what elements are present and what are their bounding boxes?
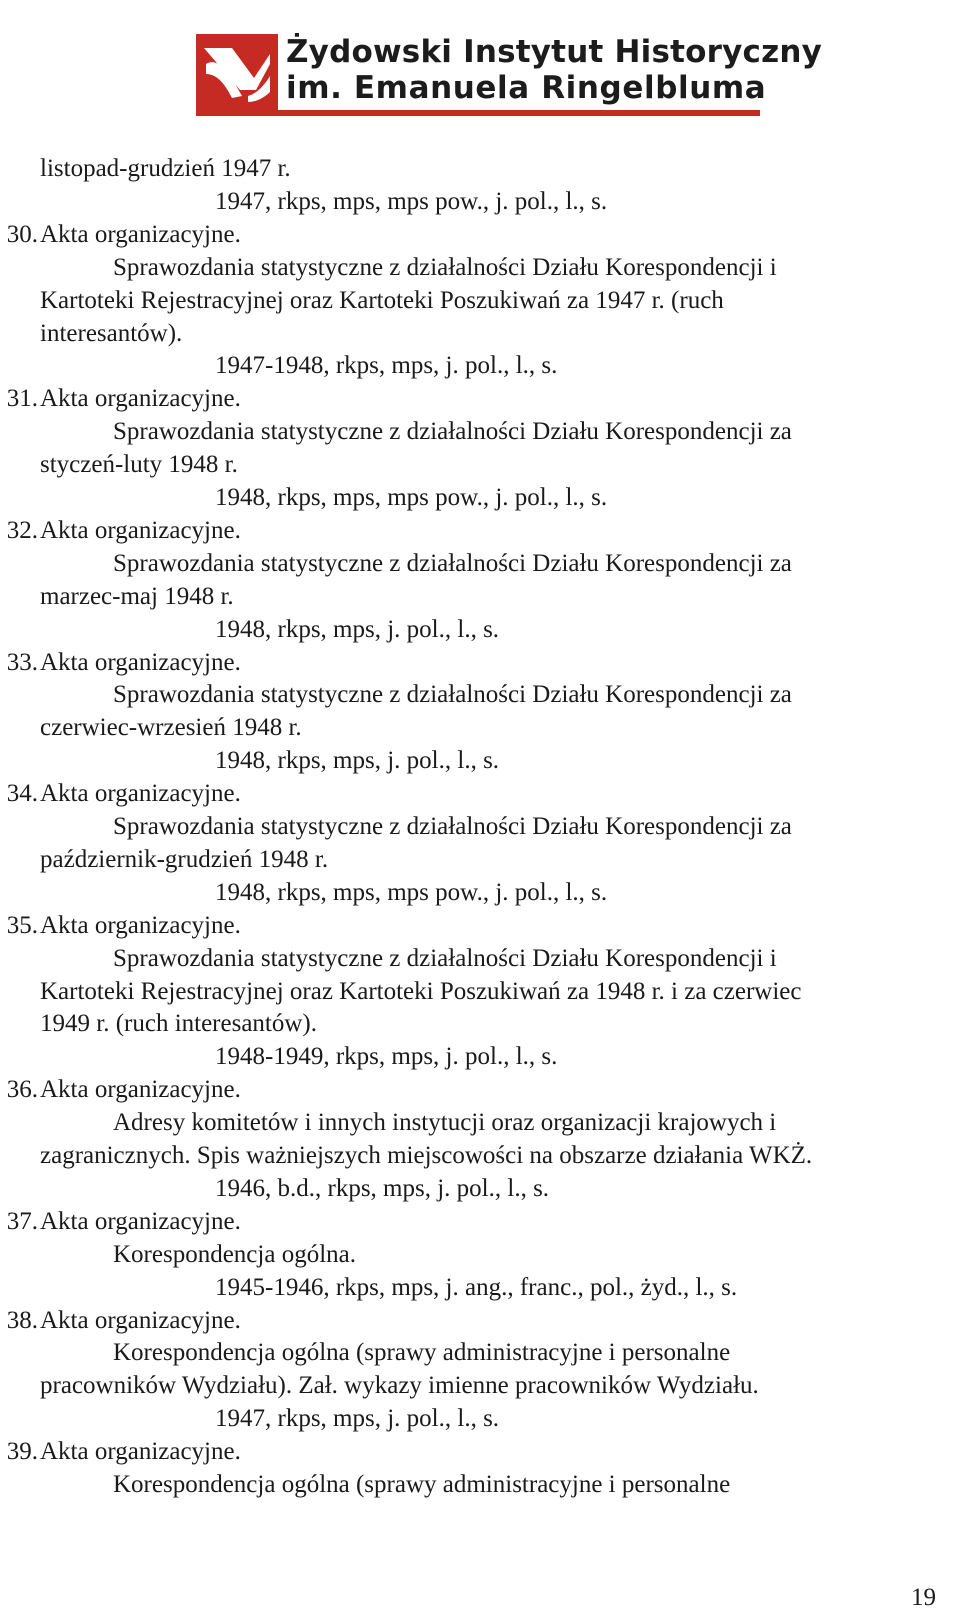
entry-description-line: Sprawozdania statystyczne z działalności Działu Korespondencji i — [113, 253, 777, 281]
zih-logo-icon — [196, 34, 278, 114]
entry-description-line: pracowników Wydziału). Zał. wykazy imienne pracowników Wydziału. — [40, 1372, 759, 1400]
logo-subtitle: im. Emanuela Ringelbluma — [286, 70, 767, 106]
entry-number: 39. — [6, 1438, 38, 1466]
entry-number: 38. — [6, 1306, 38, 1334]
entry-physical-description: 1948, rkps, mps, j. pol., l., s. — [215, 747, 500, 775]
logo-title: Żydowski Instytut Historyczny — [286, 34, 823, 70]
entry-description-line: listopad-grudzień 1947 r. — [40, 155, 291, 182]
entry-description-line: Adresy komitetów i innych instytucji oraz organizacji krajowych i — [113, 1109, 777, 1137]
entry-description-line: Korespondencja ogólna. — [113, 1240, 356, 1268]
entry-description-line: Kartoteki Rejestracyjnej oraz Kartoteki Poszukiwań za 1948 r. i za czerwiec — [40, 977, 802, 1005]
entry-description-line: Sprawozdania statystyczne z działalności Działu Korespondencji za — [113, 813, 792, 840]
entry-physical-description: 1948, rkps, mps, mps pow., j. pol., l., s. — [215, 484, 608, 511]
entry-title: Akta organizacyjne. — [40, 1306, 241, 1334]
entry-number: 37. — [6, 1207, 38, 1235]
logo-underline-bar — [196, 110, 760, 116]
entry-number: 32. — [6, 516, 38, 544]
entry-title: Akta organizacyjne. — [40, 516, 241, 544]
entry-description-line: styczeń-luty 1948 r. — [40, 451, 238, 479]
entry-title: Akta organizacyjne. — [40, 1076, 241, 1104]
entry-physical-description: 1946, b.d., rkps, mps, j. pol., l., s. — [215, 1174, 550, 1202]
entry-description-line: zagranicznych. Spis ważniejszych miejscowości na obszarze działania WKŻ. — [40, 1142, 813, 1169]
entry-title: Akta organizacyjne. — [40, 1438, 241, 1466]
entry-description-line: Korespondencja ogólna (sprawy administracyjne i personalne — [113, 1471, 731, 1498]
entry-description-line: Korespondencja ogólna (sprawy administracyjne i personalne — [113, 1339, 731, 1367]
entry-title: Akta organizacyjne. — [40, 220, 241, 248]
entry-title: Akta organizacyjne. — [40, 648, 241, 676]
entry-physical-description: 1948-1949, rkps, mps, j. pol., l., s. — [215, 1043, 558, 1071]
entry-description-line: Kartoteki Rejestracyjnej oraz Kartoteki Poszukiwań za 1947 r. (ruch — [40, 286, 724, 314]
entry-title: Akta organizacyjne. — [40, 1207, 241, 1235]
entry-title: Akta organizacyjne. — [40, 911, 241, 939]
entry-physical-description: 1947-1948, rkps, mps, j. pol., l., s. — [215, 352, 558, 380]
entry-description-line: 1949 r. (ruch interesantów). — [40, 1010, 318, 1038]
entry-description-line: październik-grudzień 1948 r. — [40, 845, 329, 873]
entry-number: 33. — [6, 648, 38, 676]
entry-physical-description: 1945-1946, rkps, mps, j. ang., franc., pol., żyd., l., s. — [215, 1273, 738, 1301]
entry-physical-description: 1948, rkps, mps, j. pol., l., s. — [215, 615, 500, 643]
institute-logo — [196, 34, 823, 114]
page-number: 19 — [911, 1584, 936, 1611]
entry-physical-description: 1948, rkps, mps, mps pow., j. pol., l., s. — [215, 878, 608, 906]
entry-physical-description: 1947, rkps, mps, j. pol., l., s. — [215, 1405, 500, 1433]
entry-number: 36. — [6, 1076, 38, 1104]
entry-number: 30. — [6, 220, 38, 248]
entry-number: 31. — [6, 385, 38, 413]
entry-title: Akta organizacyjne. — [40, 780, 241, 808]
entry-description-line: czerwiec-wrzesień 1948 r. — [40, 714, 302, 742]
entry-physical-description: 1947, rkps, mps, mps pow., j. pol., l., s. — [215, 187, 608, 215]
entry-number: 35. — [6, 911, 38, 939]
entry-description-line: Sprawozdania statystyczne z działalności Działu Korespondencji za — [113, 418, 792, 446]
entry-description-line: Sprawozdania statystyczne z działalności Działu Korespondencji za — [113, 681, 792, 709]
entry-description-line: Sprawozdania statystyczne z działalności Działu Korespondencji za — [113, 549, 792, 577]
entry-description-line: marzec-maj 1948 r. — [40, 582, 234, 610]
entry-number: 34. — [6, 780, 38, 808]
entry-description-line: interesantów). — [40, 319, 183, 347]
entry-title: Akta organizacyjne. — [40, 385, 241, 413]
entry-description-line: Sprawozdania statystyczne z działalności Działu Korespondencji i — [113, 944, 777, 972]
